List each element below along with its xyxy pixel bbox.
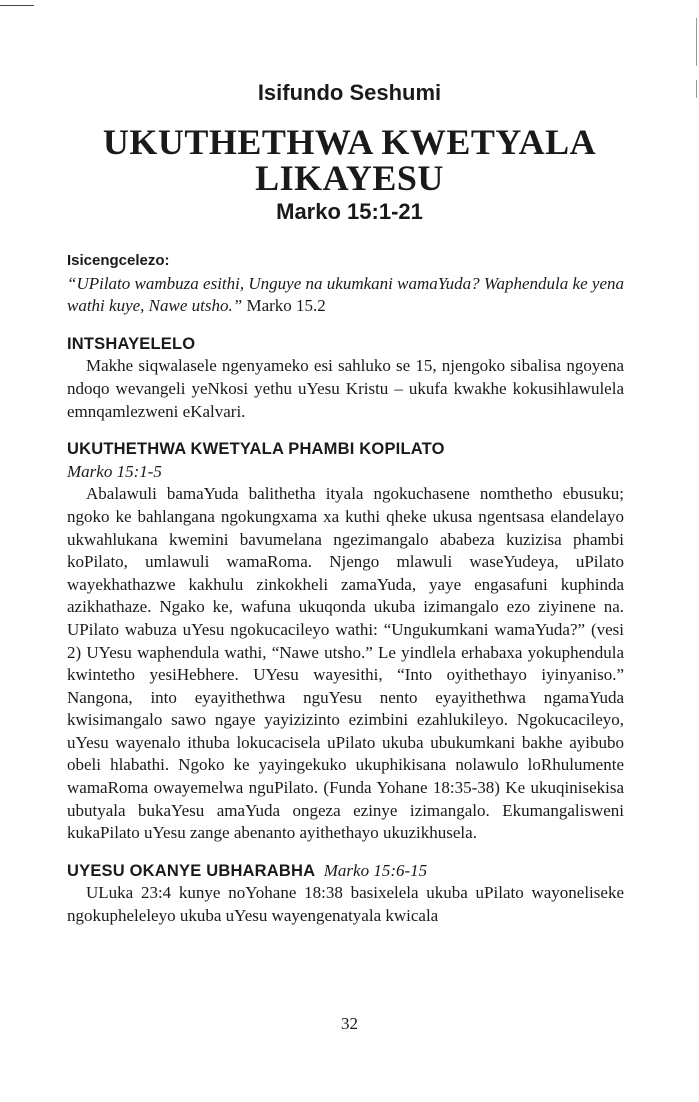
section2-reference: Marko 15:6-15: [323, 860, 428, 880]
memory-verse: [67, 273, 624, 318]
section1-heading: UKUTHETHWA KWETYALA PHAMBI KOPILATO: [67, 440, 445, 459]
lesson-number: Isifundo Seshumi: [257, 80, 442, 105]
page-title: [0, 124, 699, 196]
page-number: 32: [341, 1014, 358, 1033]
section2-heading-line: [67, 860, 624, 883]
section2-paragraph: ULuka 23:4 kunye noYohane 18:38 basixelela ukuba uPilato wayoneliseke ngokupheleleyo ukuba uYesu wayengenatyala kwicala: [67, 883, 624, 926]
scan-edge-mark: [696, 18, 697, 66]
intro-paragraph: Makhe siqwalasele ngenyameko esi sahluko se 15, njengoko sibalisa ngoyena ndoqo wevangeli yeNkosi yethu uYesu Kristu – ukufa kwakhe kokusihlawulela emnqamlezweni eKalvari.: [67, 356, 624, 421]
memory-verse-quote: “UPilato wambuza esithi, Unguye na ukumkani wamaYuda? Waphendula ke yena wathi kuye, Nawe utsho.”: [67, 273, 624, 316]
memory-verse-citation: Marko 15.2: [246, 296, 326, 316]
section2-heading: UYESU OKANYE UBHARABHA: [67, 861, 316, 880]
memory-verse-label: Isicengcelezo:: [67, 252, 170, 269]
section1-paragraph: Abalawuli bamaYuda balithetha ityala ngokuchasene nomthetho ebusuku; ngoko ke bahlangana ngokungxama xa kuthi qheke ukusa ngentsasa elandelayo ukwahlukana kwemini bavumelana ngezimangalo ababeza kuzizisa phambi koPilato, umlawuli wamaRoma. Njengo mlawuli waseYudeya, uPilato wayekhathazwe kakhulu zinkokheli zamaYuda, yaye engasafuni kuphinda azikhathaze. Ngako ke, wafuna ukuqonda ukuba izimangalo ezo ziyinene na. UPilato wabuza uYesu ngokucacileyo wathi: “Ungukumkani wamaYuda?” (vesi 2) UYesu waphendula wathi, “Nawe utsho.” Le yindlela erhabaxa yokuphendula kwintetho yesiHebhere. UYesu wayesithi, “Into oyithethayo iyinyaniso.” Nangona, into eyayithethwa nguYesu nento eyayithethwa ngamaYuda kwisimangalo sawo ngaye yayizizinto ezimbini ezahlukileyo. Ngokucacileyo, uYesu wayenalo ithuba lokucacisela uPilato ukuba ubukumkani bakhe ayibubo obeli hlabathi. Ngoko ke yayingekuko ukuphikisana nolawulo loRhulumente wamaRoma owayemelwa nguPilato. (Funda Yohane 18:35-38) Ke ukuqinisekisa ubutyala bukaYesu amaYuda ongeza ezinye izimangalo. Ekumangalisweni kukaPilato uYesu zange abenanto ayithethayo ukuzikhusela.: [67, 484, 624, 843]
section1-reference: Marko 15:1-5: [67, 461, 162, 481]
intro-heading: INTSHAYELELO: [67, 334, 196, 353]
scripture-reference: Marko 15:1-21: [276, 199, 423, 224]
page-body: [67, 250, 624, 928]
scan-edge-line: [0, 5, 34, 6]
title-line-1: UKUTHETHWA KWETYALA: [102, 122, 597, 162]
title-line-2: LIKAYESU: [255, 158, 444, 198]
